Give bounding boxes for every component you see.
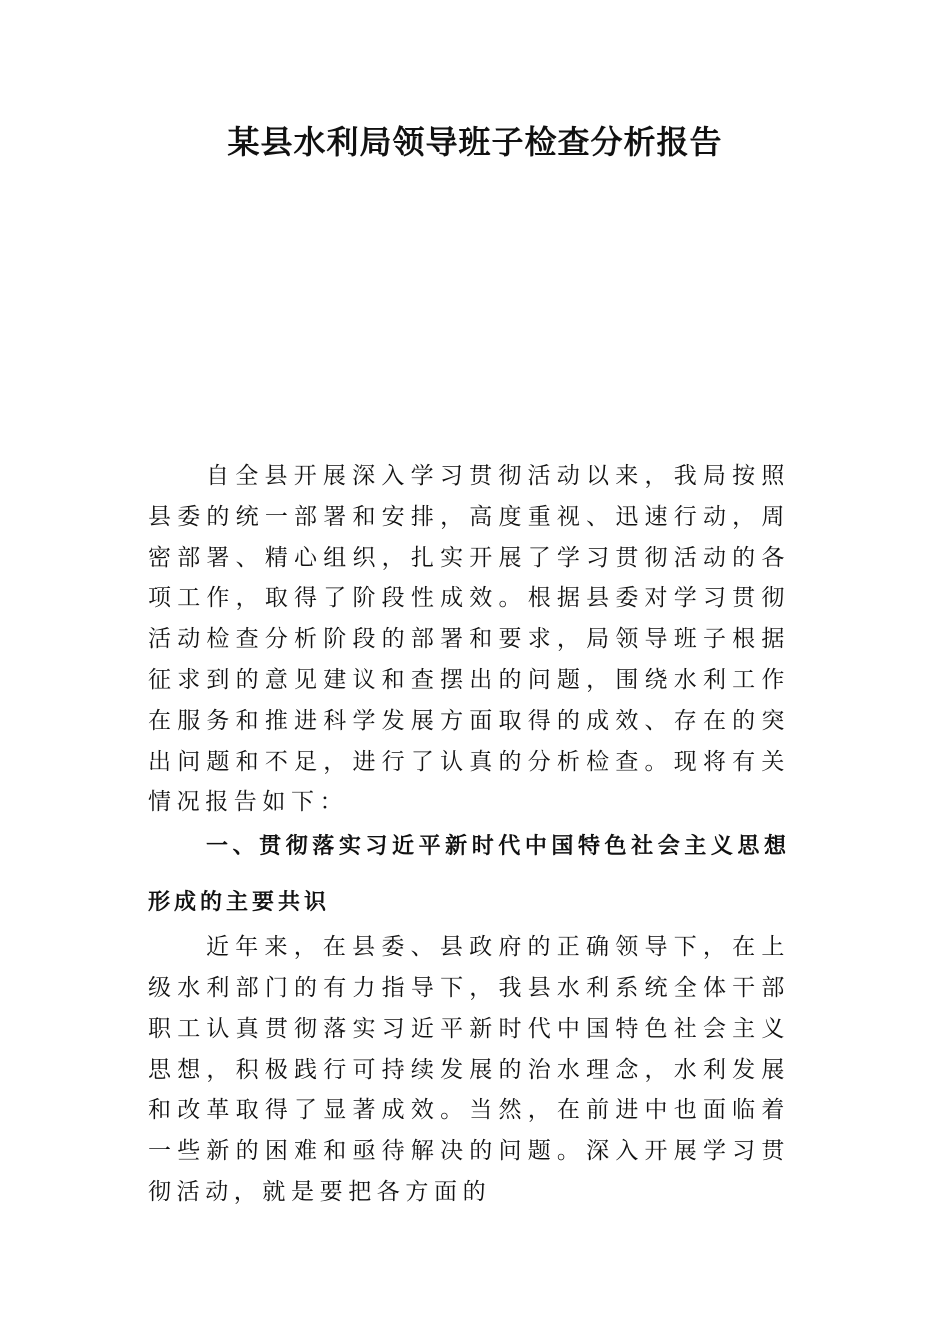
intro-paragraph: 自全县开展深入学习贯彻活动以来，我局按照县委的统一部署和安排，高度重视、迅速行动，周密部署、精心组织，扎实开展了学习贯彻活动的各项工作，取得了阶段性成效。根据县委对学习贯彻活动检查分析阶段的部署和要求，局领导班子根据征求到的意见建议和查摆出的问题，围绕水利工作在服务和推进科学发展方面取得的成效、存在的突出问题和不足，进行了认真的分析检查。现将有关情况报告如下： — [148, 463, 790, 816]
section-heading: 一、贯彻落实习近平新时代中国特色社会主义思想形成的主要共识 — [148, 834, 790, 916]
section-paragraph: 近年来，在县委、县政府的正确领导下，在上级水利部门的有力指导下，我县水利系统全体干部职工认真贯彻落实习近平新时代中国特色社会主义思想，积极践行可持续发展的治水理念，水利发展和改革取得了显著成效。当然，在前进中也面临着一些新的困难和亟待解决的问题。深入开展学习贯彻活动，就是要把各方面的 — [148, 934, 790, 1205]
document-body — [148, 456, 790, 1213]
document-title: 某县水利局领导班子检查分析报告 — [227, 123, 723, 161]
